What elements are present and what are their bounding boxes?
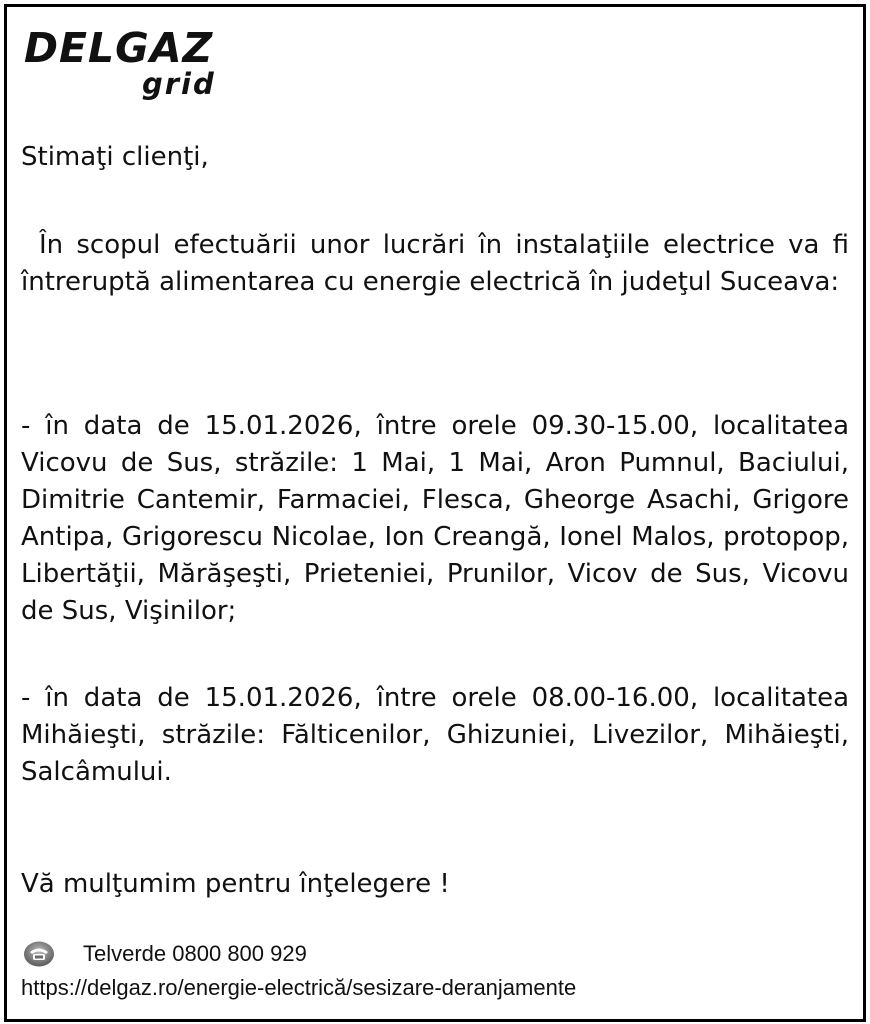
delgaz-grid-logo bbox=[24, 26, 234, 106]
contact-block bbox=[21, 938, 821, 1001]
greeting: Stimaţi clienţi, bbox=[21, 142, 209, 172]
phone-icon bbox=[23, 940, 55, 968]
outage-item-mihaiesti: - în data de 15.01.2026, între orele 08.00-16.00, localitatea Mihăieşti, străzile: Fălticenilor, Ghizuniei, Livezilor, Mihăieşti, Salcâmului. bbox=[21, 683, 849, 787]
phone-number-text: Telverde 0800 800 929 bbox=[83, 941, 307, 966]
thanks-line: Vă mulţumim pentru înţelegere ! bbox=[21, 869, 450, 899]
logo-sub-text: grid bbox=[142, 67, 216, 101]
report-url[interactable]: https://delgaz.ro/energie-electrică/sesizare-deranjamente bbox=[21, 975, 577, 1000]
logo-brand-text: DELGAZ bbox=[24, 24, 214, 72]
intro-paragraph: În scopul efectuării unor lucrări în instalaţiile electrice va fi întreruptă alimentarea cu energie electrică în judeţul Suceava: bbox=[21, 230, 849, 297]
outage-item-vicovu: - în data de 15.01.2026, între orele 09.30-15.00, localitatea Vicovu de Sus, străzile: 1 Mai, 1 Mai, Aron Pumnul, Baciului, Dimitrie Cantemir, Farmaciei, Flesca, Gheorge Asachi, Grigore Antipa, Grigorescu Nicolae, Ion Creangă, Ionel Malos, protopop, Libertăţii, Mărăşeşti, Prieteniei, Prunilor, Vicov de Sus, Vicovu de Sus, Vişinilor; bbox=[21, 411, 849, 626]
phone-row bbox=[21, 938, 821, 970]
